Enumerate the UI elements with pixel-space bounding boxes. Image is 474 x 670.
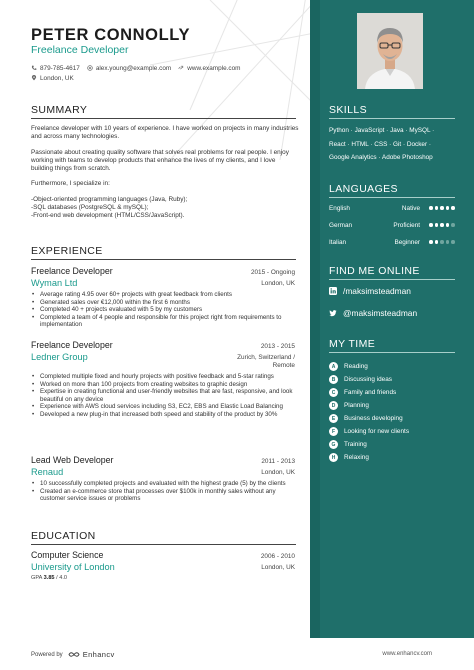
- email-address[interactable]: alex.young@example.com: [95, 64, 172, 72]
- powered-by: [31, 650, 115, 659]
- my-time-label: Discussing ideas: [344, 376, 392, 383]
- language-level: Native: [401, 205, 421, 212]
- skills-line: Google Analytics · Adobe Photoshop: [329, 154, 433, 161]
- my-time-label: Family and friends: [344, 389, 397, 396]
- gpa-max: / 4.0: [54, 575, 67, 581]
- skills-heading: SKILLS: [329, 104, 368, 116]
- language-name: Italian: [329, 239, 347, 246]
- my-time-label: Looking for new clients: [344, 428, 410, 435]
- rating-dot: [446, 206, 450, 210]
- linkedin-icon: [329, 287, 337, 295]
- job-bullet: • Completed a team of 4 people and responsible for this project right from requirements to implementation: [31, 314, 295, 329]
- gpa-label: GPA: [31, 575, 43, 581]
- skills-divider: [329, 118, 455, 119]
- job-entry: [31, 266, 295, 329]
- job-bullets: [31, 291, 295, 329]
- job-entry: [31, 455, 295, 503]
- rating-dot: [440, 223, 444, 227]
- rating-dot: [440, 206, 444, 210]
- rating-dot: [429, 206, 433, 210]
- summary-paragraph: Passionate about creating quality software that solves real problems for real people. I enjoy working with teams to develop products that enhance the lives of my clients, and I love building things from scratch.: [31, 148, 289, 173]
- rating-dot: [429, 223, 433, 227]
- candidate-name: PETER CONNOLLY: [31, 26, 191, 44]
- link-icon: [178, 65, 184, 71]
- legend-letter: A: [329, 362, 338, 371]
- profile-photo-portrait: [357, 13, 423, 89]
- job-dates: 2013 - 2015: [260, 343, 295, 350]
- education-dates: 2006 - 2010: [260, 553, 295, 560]
- degree-name: Computer Science: [31, 550, 104, 560]
- summary-heading: SUMMARY: [31, 104, 88, 116]
- contact-info: [31, 63, 301, 83]
- job-bullet: • Worked on more than 100 projects from creating websites to graphic design: [31, 381, 295, 389]
- language-row: [329, 205, 455, 212]
- rating-dot: [435, 223, 439, 227]
- job-title: Lead Web Developer: [31, 455, 114, 465]
- job-company: Renaud: [31, 467, 64, 477]
- language-level: Beginner: [394, 239, 421, 246]
- rating-dot: [435, 240, 439, 244]
- phone-number: 879-785-4617: [40, 64, 80, 72]
- job-bullet: • Created an e-commerce store that processes over $100k in monthly sales without any customer service issues or problems: [31, 488, 295, 503]
- legend-letter: G: [329, 440, 338, 449]
- phone-item: [31, 65, 80, 72]
- language-name: German: [329, 222, 353, 229]
- legend-letter: E: [329, 414, 338, 423]
- twitter-icon: [329, 309, 337, 317]
- my-time-item: [329, 401, 369, 410]
- website-item[interactable]: [178, 65, 240, 72]
- location-item: [31, 75, 74, 82]
- linkedin-handle[interactable]: /maksimsteadman: [343, 286, 411, 296]
- rating-dot: [440, 240, 444, 244]
- job-bullets: [31, 480, 295, 503]
- email-item[interactable]: [87, 65, 171, 72]
- footer-url[interactable]: www.enhancv.com: [382, 651, 432, 657]
- skills-line: React · HTML · CSS · Git · Docker ·: [329, 140, 432, 148]
- job-bullet: • Expertise in creating functional and user-friendly websites that are fast, responsive, and look beautiful on any device: [31, 388, 295, 403]
- summary-text: [31, 125, 299, 228]
- job-bullet: • Completed 40 + projects evaluated with 5 by my customers: [31, 306, 295, 314]
- linkedin-link[interactable]: [329, 286, 411, 296]
- summary-specialties: -Object-oriented programming languages (Java, Ruby); -SQL databases (PostgreSQL & mySQL); -Front-end web development (HTML/CSS/JavaScript).: [31, 195, 188, 220]
- job-bullet: • 10 successfully completed projects and evaluated with the highest grade (5) by the clients: [31, 480, 295, 488]
- my-time-label: Business developing: [344, 415, 403, 422]
- location-text: London, UK: [40, 74, 74, 82]
- my-time-heading: MY TIME: [329, 338, 376, 350]
- twitter-handle[interactable]: @maksimsteadman: [343, 308, 418, 318]
- language-name: English: [329, 205, 350, 212]
- rating-dot: [429, 240, 433, 244]
- job-bullet: • Experience with AWS cloud services including S3, EC2, EBS and Elastic Load Balancing: [31, 403, 295, 411]
- my-time-item: [329, 453, 369, 462]
- language-rating: [427, 239, 455, 246]
- gpa: [31, 575, 295, 581]
- rating-dot: [446, 240, 450, 244]
- summary-paragraph: Freelance developer with 10 years of experience. I have worked on projects in many industries and across many technologies.: [31, 125, 299, 141]
- job-bullet: • Completed multiple fixed and hourly projects with positive feedback and 5-star ratings: [31, 373, 295, 381]
- job-dates: 2015 - Ongoing: [250, 269, 295, 276]
- my-time-label: Training: [344, 441, 367, 448]
- education-heading: EDUCATION: [31, 530, 96, 542]
- job-bullet: • Average rating 4.95 over 60+ projects with great feedback from clients: [31, 291, 295, 299]
- online-heading: FIND ME ONLINE: [329, 265, 420, 277]
- language-level: Proficient: [393, 222, 421, 229]
- job-bullet: • Developed a new plug-in that increased both speed and stability of the product by 30%: [31, 411, 295, 419]
- job-company: Ledner Group: [31, 352, 88, 362]
- gpa-value: 3.85: [43, 575, 55, 581]
- my-time-label: Planning: [344, 402, 369, 409]
- sidebar: [310, 0, 474, 638]
- phone-icon: [31, 65, 37, 71]
- job-company: Wyman Ltd: [31, 278, 78, 288]
- rating-dot: [435, 206, 439, 210]
- language-rating: [427, 205, 455, 212]
- job-location: London, UK: [261, 469, 295, 476]
- powered-by-text: Powered by: [31, 651, 63, 658]
- job-title: Freelance Developer: [31, 266, 113, 276]
- experience-divider: [31, 259, 296, 260]
- candidate-role: Freelance Developer: [31, 44, 129, 56]
- footer: [0, 638, 474, 670]
- rating-dot: [451, 206, 455, 210]
- school-location: London, UK: [261, 564, 295, 571]
- my-time-item: [329, 427, 409, 436]
- education-divider: [31, 544, 296, 545]
- job-location: Zurich, Switzerland / Remote: [237, 354, 295, 369]
- legend-letter: F: [329, 427, 338, 436]
- rating-dot: [451, 240, 455, 244]
- my-time-item: [329, 388, 396, 397]
- job-bullets: [31, 373, 295, 419]
- rating-dot: [451, 223, 455, 227]
- job-title: Freelance Developer: [31, 340, 113, 350]
- my-time-item: [329, 375, 392, 384]
- job-entry: [31, 340, 295, 419]
- at-icon: [87, 65, 93, 71]
- legend-letter: B: [329, 375, 338, 384]
- my-time-item: [329, 362, 368, 371]
- school-name: University of London: [31, 562, 115, 572]
- language-rating: [427, 222, 455, 229]
- job-location: London, UK: [261, 280, 295, 287]
- skills-line: Python · JavaScript · Java · MySQL ·: [329, 127, 435, 134]
- my-time-divider: [329, 352, 455, 353]
- my-time-item: [329, 440, 367, 449]
- my-time-item: [329, 414, 403, 423]
- location-pin-icon: [31, 75, 37, 81]
- experience-heading: EXPERIENCE: [31, 245, 103, 257]
- language-row: [329, 222, 455, 229]
- legend-letter: C: [329, 388, 338, 397]
- summary-divider: [31, 118, 296, 119]
- twitter-link[interactable]: [329, 308, 417, 318]
- skills-list: [329, 124, 459, 165]
- job-bullet: • Generated sales over €12,000 within the first 6 months: [31, 299, 295, 307]
- enhancv-logo-icon: [68, 651, 80, 658]
- my-time-label: Relaxing: [344, 454, 369, 461]
- brand-name: Enhancv: [82, 650, 115, 659]
- legend-letter: H: [329, 453, 338, 462]
- legend-letter: D: [329, 401, 338, 410]
- my-time-label: Reading: [344, 363, 368, 370]
- summary-paragraph: Furthermore, I specialize in:: [31, 180, 110, 188]
- language-row: [329, 239, 455, 246]
- languages-heading: LANGUAGES: [329, 183, 398, 195]
- languages-divider: [329, 197, 455, 198]
- profile-photo: [357, 13, 423, 89]
- rating-dot: [446, 223, 450, 227]
- online-divider: [329, 279, 455, 280]
- job-dates: 2011 - 2013: [261, 458, 295, 465]
- education-entry: [31, 550, 295, 581]
- website-url[interactable]: www.example.com: [187, 64, 241, 72]
